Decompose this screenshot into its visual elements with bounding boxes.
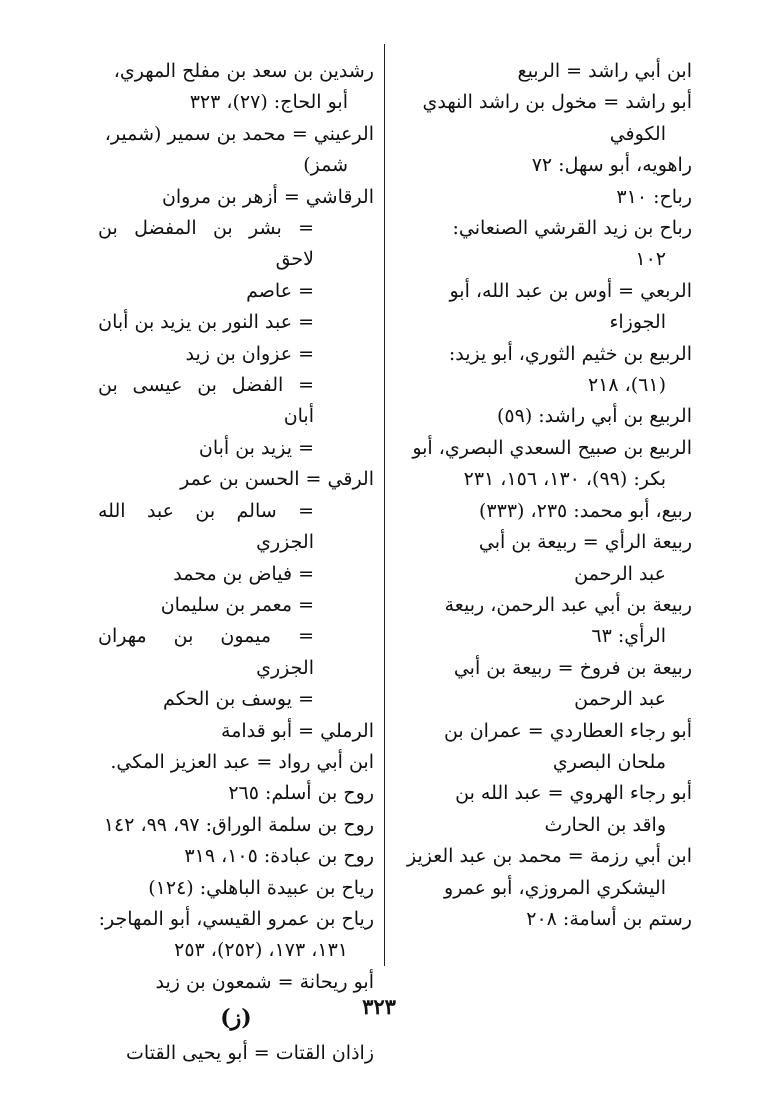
index-entry [392,841,692,904]
index-entry [392,56,692,87]
index-entry-line: ابن أبي راشد = الربيع [517,60,692,82]
index-entry [98,747,374,778]
index-entry-line: أبو راشد = مخول بن راشد النهدي [422,91,692,114]
index-entry-line: روح بن أسلم: ٢٦٥ [228,782,374,805]
index-entry [392,653,692,716]
index-entry-line: رياح بن عمرو القيسي، أبو المهاجر: [98,907,374,930]
index-entry [98,559,374,590]
index-entry-line: = سالم بن عبد الله الجزري [98,499,314,554]
index-entry-continuation: اليشكري المروزي، أبو عمرو [444,876,666,899]
index-entry-line: الرعيني = محمد بن سمير (شمير، [104,122,374,145]
index-entry [392,527,692,590]
index-entry [98,810,374,841]
index-entry-continuation: عبد الرحمن [574,688,666,711]
index-entry-line: الرقي = الحسن بن عمر [180,468,374,491]
index-entry-continuation: (٦١)، ٢١٨ [587,374,666,397]
index-entry [98,873,374,904]
index-entry-line: رستم بن أسامة: ٢٠٨ [526,907,692,930]
index-entry [98,370,374,433]
index-entry [98,1038,374,1069]
index-entry-continuation: عبد الرحمن [574,562,666,585]
index-entry [98,56,374,119]
index-entry [98,716,374,747]
index-entry-line: رباح: ٣١٠ [616,185,692,208]
index-entry [98,684,374,715]
index-entry-line: الربيع بن صبيح السعدي البصري، أبو [412,436,692,459]
index-column-left [98,56,374,1070]
index-entry-line: ابن أبي رزمة = محمد بن عبد العزيز [406,845,692,868]
index-entry-line: رباح بن زيد القرشي الصنعاني: [452,217,692,240]
index-entry [98,339,374,370]
index-entry-line: ابن أبي رواد = عبد العزيز المكي. [110,750,374,773]
index-entry-line: = ميمون بن مهران الجزري [98,625,314,679]
index-entry-line: = يزيد بن أبان [198,436,314,459]
index-entry-line: روح بن سلمة الوراق: ٩٧، ٩٩، ١٤٢ [103,813,374,836]
index-entry-line: = معمر بن سليمان [160,593,314,616]
index-entry [98,590,374,621]
page-number: ٣٢٣ [362,994,396,1019]
index-entry [98,841,374,872]
index-entry [98,276,374,307]
index-entry-line: = عزوان بن زيد [185,342,314,365]
index-entry-line: الربيع بن خثيم الثوري، أبو يزيد: [448,342,692,365]
index-entry-continuation: ١٣١، ١٧٣، (٢٥٢)، ٢٥٣ [174,939,348,962]
index-entry [98,119,374,182]
index-entry-continuation: شمز) [303,154,348,177]
index-entry-continuation: أبو الحاج: (٢٧)، ٣٢٣ [189,91,348,114]
index-entry-line: الرملي = أبو قدامة [221,719,374,742]
index-entry-continuation: بكر: (٩٩)، ١٣٠، ١٥٦، ٢٣١ [463,468,666,491]
index-entry-line: = بشر بن المفضل بن لاحق [98,217,314,271]
index-entry-line: أبو ريحانة = شمعون بن زيد [155,970,374,993]
index-entry-line: أبو رجاء العطاردي = عمران بن [443,719,692,742]
index-entry [392,339,692,402]
index-entry [98,213,374,276]
index-entry [392,496,692,527]
column-divider [384,44,385,966]
index-entry [98,904,374,967]
index-entry [98,307,374,338]
index-entry [98,778,374,809]
index-entry [392,150,692,181]
index-entry [98,182,374,213]
index-entry [392,904,692,935]
index-entry [392,433,692,496]
index-entry-continuation: الجوزاء [609,311,666,334]
index-entry-continuation: ملحان البصري [552,750,666,773]
index-entry-line: ربيعة بن أبي عبد الرحمن، ربيعة [444,593,692,616]
index-entry-line: رشدين بن سعد بن مفلح المهري، [113,60,374,82]
index-entry [98,433,374,464]
index-entry-line: = يوسف بن الحكم [163,688,314,711]
index-entry [392,87,692,150]
index-entry [98,621,374,684]
index-entry-continuation: الرأي: ٦٣ [591,625,666,648]
index-entry-line: رياح بن عبيدة الباهلي: (١٢٤) [148,876,374,899]
index-entry-line: = فياض بن محمد [173,562,314,585]
index-entry-continuation: الكوفي [609,122,666,145]
index-entry-line: ربيعة الرأي = ربيعة بن أبي [478,531,692,554]
index-entry-line: زاذان القتات = أبو يحيى القتات [126,1042,374,1065]
index-entry-line: ربيعة بن فروخ = ربيعة بن أبي [453,656,692,679]
index-entry [392,276,692,339]
index-entry-line: = الفضل بن عيسى بن أبان [98,374,314,428]
index-entry [392,778,692,841]
section-heading-zay: (ز) [220,1005,252,1032]
index-entry [392,182,692,213]
index-entry [392,401,692,432]
index-entry-line: الربعي = أوس بن عبد الله، أبو [449,279,692,302]
index-entry-line: الربيع بن أبي راشد: (٥٩) [496,405,692,428]
index-column-right [392,56,692,935]
index-entry [392,590,692,653]
index-entry [392,716,692,779]
index-entry-continuation: واقد بن الحارث [544,813,666,836]
index-entry [98,496,374,559]
index-entry-line: الرقاشي = أزهر بن مروان [161,185,374,208]
index-entry-line: ربيع، أبو محمد: ٢٣٥، (٣٣٣) [478,499,692,522]
index-entry-line: = عبد النور بن يزيد بن أبان [98,311,314,334]
index-entry [98,464,374,495]
index-entry-line: راهويه، أبو سهل: ٧٢ [531,154,692,177]
index-entry-line: أبو رجاء الهروي = عبد الله بن [455,782,692,805]
index-entry-continuation: ١٠٢ [635,248,666,271]
index-entry-line: روح بن عبادة: ١٠٥، ٣١٩ [184,845,374,868]
index-entry-line: = عاصم [246,279,314,302]
index-entry [392,213,692,276]
